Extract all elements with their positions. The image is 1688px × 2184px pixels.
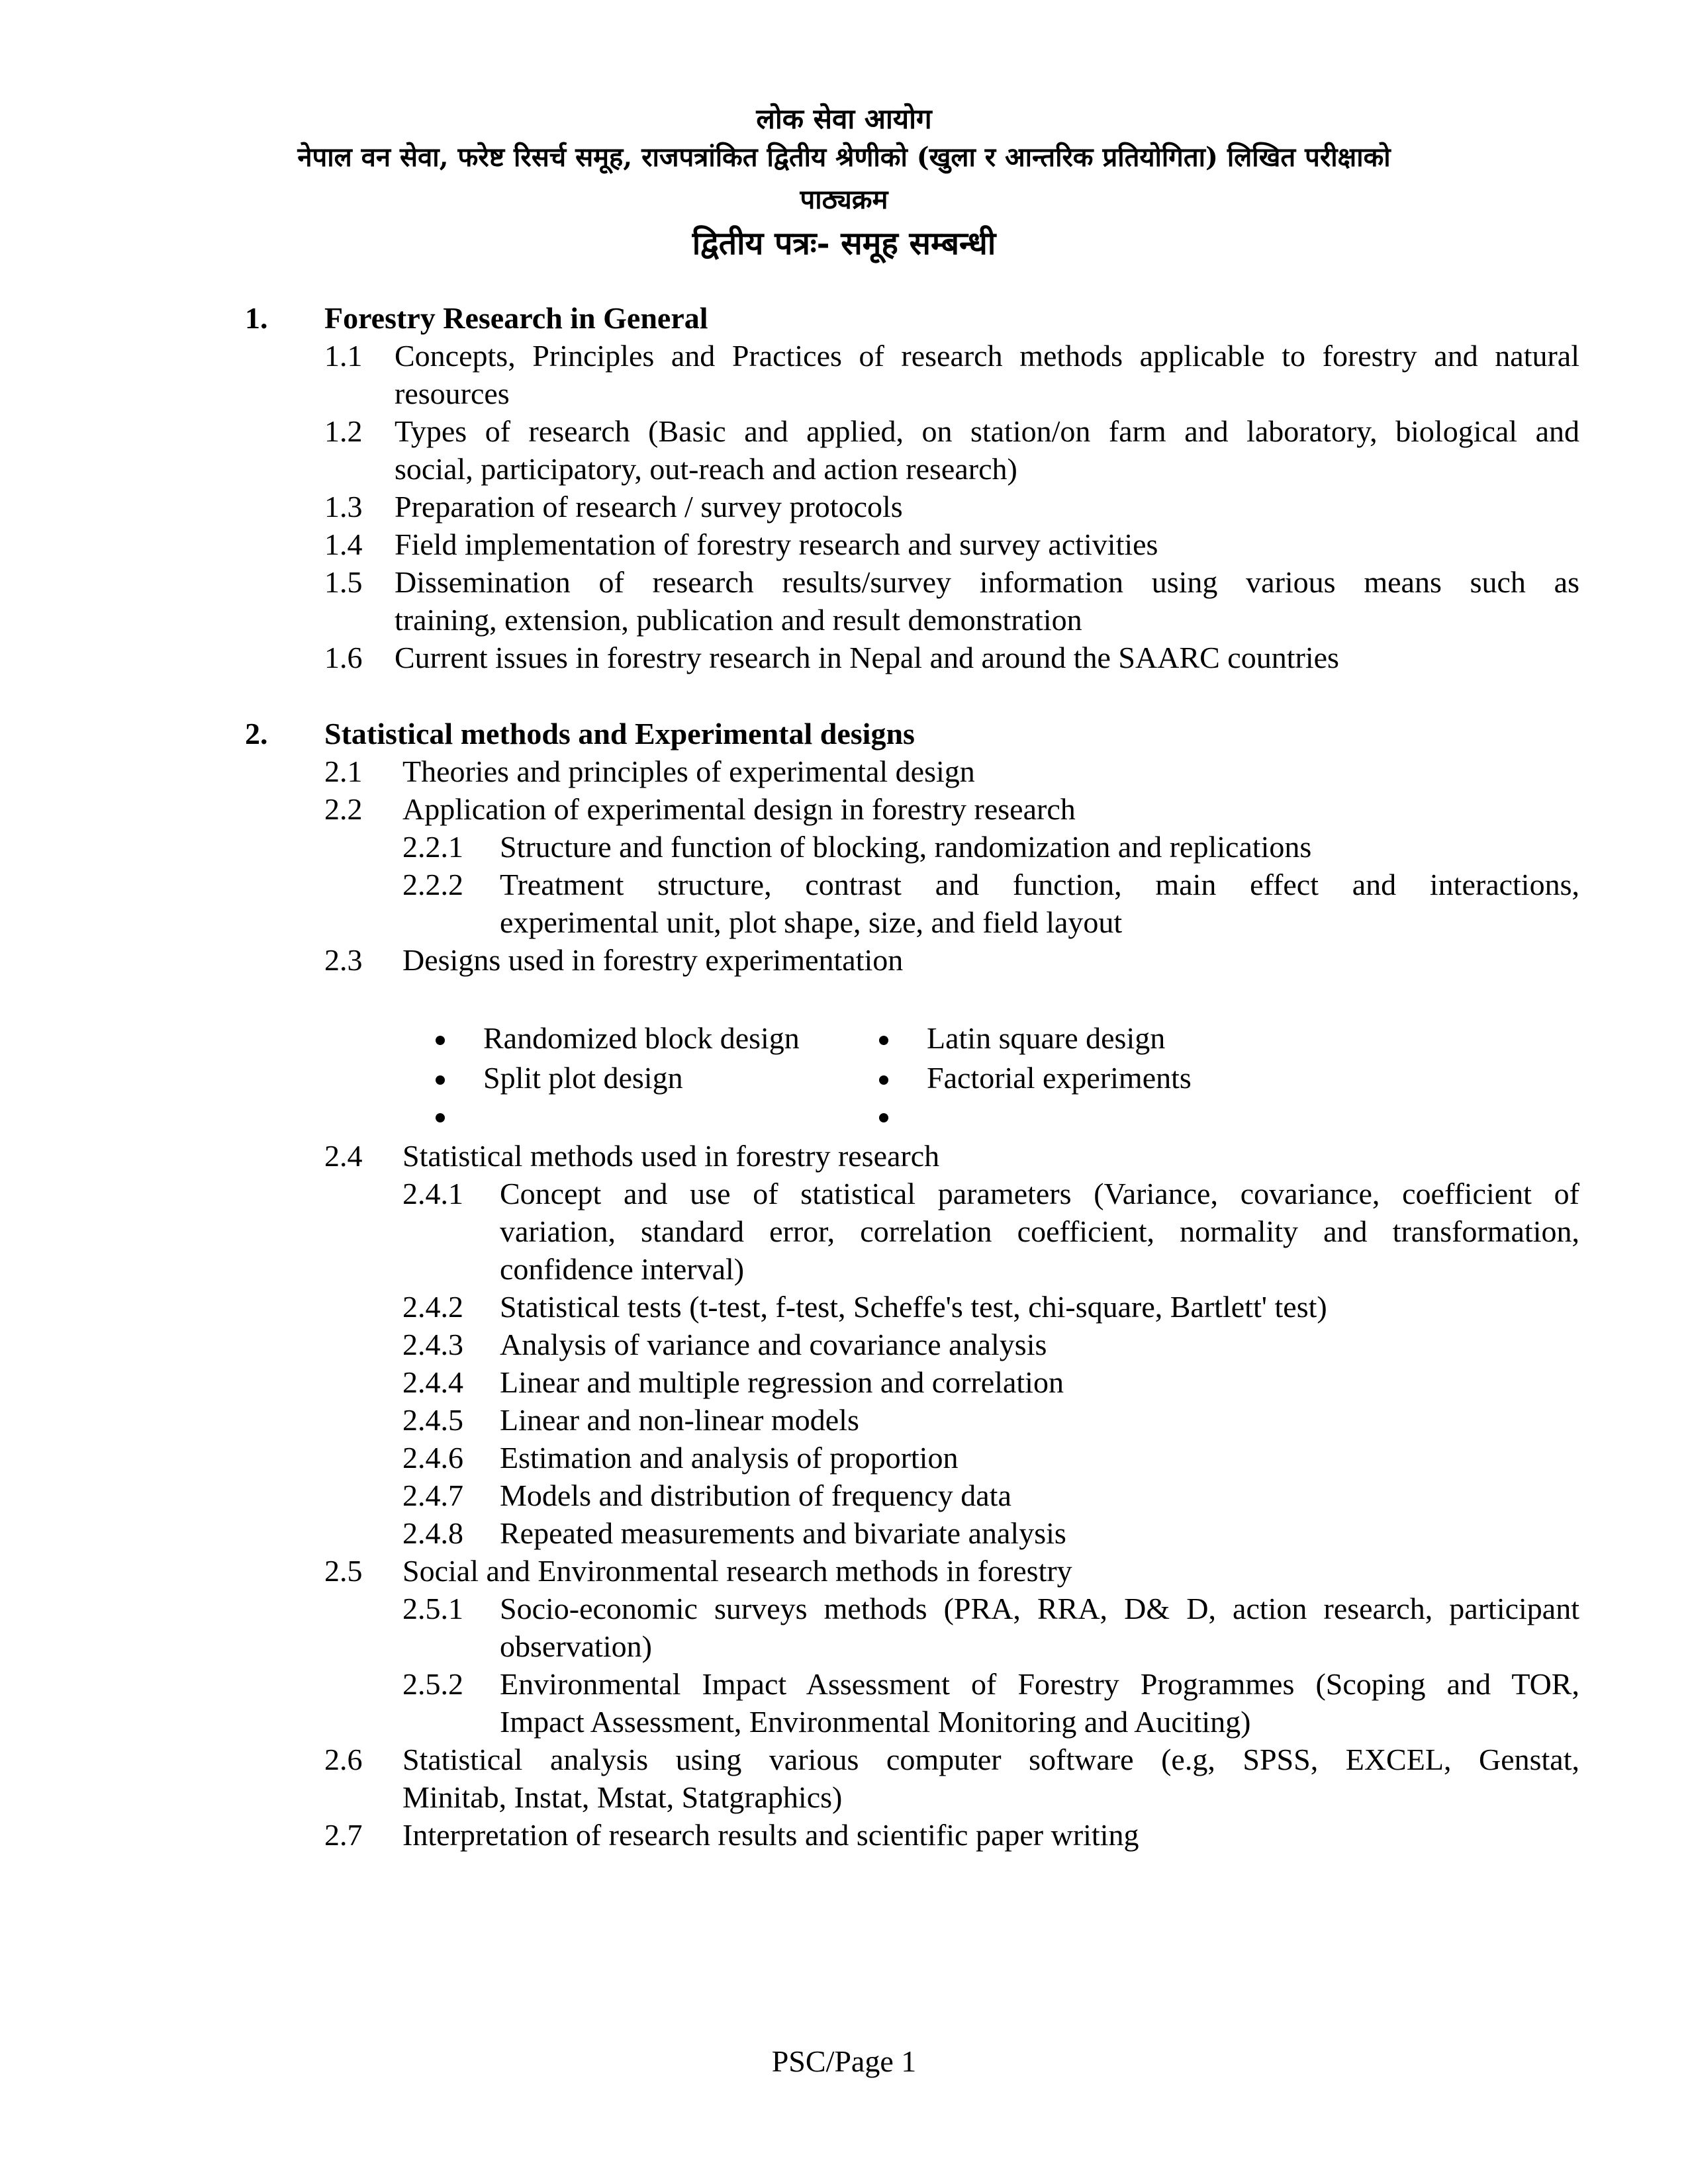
subitem-text-continued: confidence interval): [500, 1252, 745, 1286]
item-number: 1.3: [324, 490, 363, 523]
item-text: Current issues in forestry research in Nepal and around the SAARC countries: [395, 641, 1339, 674]
subitem-text: Linear and non-linear models: [500, 1403, 859, 1437]
subitem-text: Treatment structure, contrast and function, main effect and interactions,: [500, 868, 1579, 901]
subitem-text: Environmental Impact Assessment of Forestry Programmes (Scoping and TOR,: [500, 1667, 1579, 1701]
subitem-number: 2.5.1: [402, 1592, 463, 1625]
item-text: Interpretation of research results and scientific paper writing: [402, 1818, 1139, 1852]
item-number: 1.5: [324, 565, 363, 599]
item-text-continued: social, participatory, out-reach and action research): [395, 452, 1017, 486]
header-exam-title: नेपाल वन सेवा, फरेष्ट रिसर्च समूह, राजपत्रांकित द्वितीय श्रेणीको (खुला र आन्तरिक प्रतियोगिता) लिखित परीक्षाको: [297, 142, 1391, 173]
subitem-number: 2.4.6: [402, 1441, 463, 1475]
header-paper-title: द्वितीय पत्रः- समूह सम्बन्धी: [692, 225, 996, 262]
item-number: 2.3: [324, 943, 363, 977]
item-number: 1.4: [324, 527, 363, 561]
subitem-text: Repeated measurements and bivariate analysis: [500, 1516, 1066, 1550]
subitem-text: Socio-economic surveys methods (PRA, RRA, D& D, action research, participant: [500, 1592, 1579, 1625]
design-list-item: Randomized block design: [483, 1021, 800, 1055]
subitem-text: Concept and use of statistical parameters (Variance, covariance, coefficient of: [500, 1177, 1579, 1210]
item-text: Dissemination of research results/survey information using various means such as: [395, 565, 1579, 599]
subitem-text: Models and distribution of frequency data: [500, 1479, 1011, 1512]
subitem-text-continued: observation): [500, 1629, 652, 1663]
subitem-number: 2.5.2: [402, 1667, 463, 1701]
item-text: Types of research (Basic and applied, on station/on farm and laboratory, biological and: [395, 414, 1579, 448]
bullet-icon: [436, 1075, 445, 1085]
section-2-title: Statistical methods and Experimental designs: [324, 717, 915, 751]
bullet-icon: [879, 1113, 888, 1122]
section-2-number: 2.: [245, 717, 268, 751]
subitem-number: 2.4.5: [402, 1403, 463, 1437]
item-number: 1.2: [324, 414, 363, 448]
item-text: Theories and principles of experimental design: [402, 754, 975, 788]
subitem-text: Analysis of variance and covariance analysis: [500, 1328, 1047, 1361]
item-number: 2.2: [324, 792, 363, 826]
design-list-item: Factorial experiments: [927, 1061, 1192, 1095]
subitem-number: 2.4.3: [402, 1328, 463, 1361]
subitem-text: Statistical tests (t-test, f-test, Scheffe's test, chi-square, Bartlett' test): [500, 1290, 1327, 1324]
subitem-number: 2.4.1: [402, 1177, 463, 1210]
item-number: 1.1: [324, 339, 363, 373]
item-text: Preparation of research / survey protocols: [395, 490, 903, 523]
subitem-number: 2.2.1: [402, 830, 463, 864]
item-text: Social and Environmental research methods in forestry: [402, 1554, 1072, 1588]
subitem-text: Linear and multiple regression and correlation: [500, 1365, 1064, 1399]
subitem-number: 2.4.4: [402, 1365, 463, 1399]
bullet-icon: [879, 1075, 888, 1085]
subitem-text-continued: Impact Assessment, Environmental Monitoring and Auciting): [500, 1705, 1251, 1739]
subitem-number: 2.4.7: [402, 1479, 463, 1512]
item-number: 2.5: [324, 1554, 363, 1588]
bullet-icon: [879, 1036, 888, 1045]
item-text: Designs used in forestry experimentation: [402, 943, 904, 977]
subitem-text-continued: variation, standard error, correlation coefficient, normality and transformation,: [500, 1214, 1579, 1248]
subitem-number: 2.2.2: [402, 868, 463, 901]
item-text-continued: Minitab, Instat, Mstat, Statgraphics): [402, 1780, 843, 1814]
item-text: Application of experimental design in forestry research: [402, 792, 1076, 826]
subitem-number: 2.4.2: [402, 1290, 463, 1324]
design-list-item: Latin square design: [927, 1021, 1166, 1055]
bullet-icon: [436, 1036, 445, 1045]
subitem-text: Structure and function of blocking, randomization and replications: [500, 830, 1312, 864]
item-number: 2.7: [324, 1818, 363, 1852]
header-syllabus-label: पाठ्यक्रम: [800, 184, 888, 215]
subitem-text-continued: experimental unit, plot shape, size, and field layout: [500, 905, 1123, 939]
item-number: 1.6: [324, 641, 363, 674]
item-number: 2.4: [324, 1139, 363, 1173]
page-footer: PSC/Page 1: [771, 2044, 917, 2078]
item-text-continued: training, extension, publication and result demonstration: [395, 603, 1082, 637]
item-number: 2.6: [324, 1743, 363, 1776]
item-text: Statistical methods used in forestry research: [402, 1139, 940, 1173]
item-number: 2.1: [324, 754, 363, 788]
item-text: Field implementation of forestry research and survey activities: [395, 527, 1158, 561]
item-text: Statistical analysis using various computer software (e.g, SPSS, EXCEL, Genstat,: [402, 1743, 1579, 1776]
header-commission-name: लोक सेवा आयोग: [756, 103, 932, 135]
item-text: Concepts, Principles and Practices of research methods applicable to forestry and natural: [395, 339, 1579, 373]
design-list-item: Split plot design: [483, 1061, 683, 1095]
section-1-title: Forestry Research in General: [324, 301, 708, 335]
bullet-icon: [436, 1113, 445, 1122]
subitem-text: Estimation and analysis of proportion: [500, 1441, 959, 1475]
item-text-continued: resources: [395, 377, 510, 410]
subitem-number: 2.4.8: [402, 1516, 463, 1550]
section-1-number: 1.: [245, 301, 268, 335]
